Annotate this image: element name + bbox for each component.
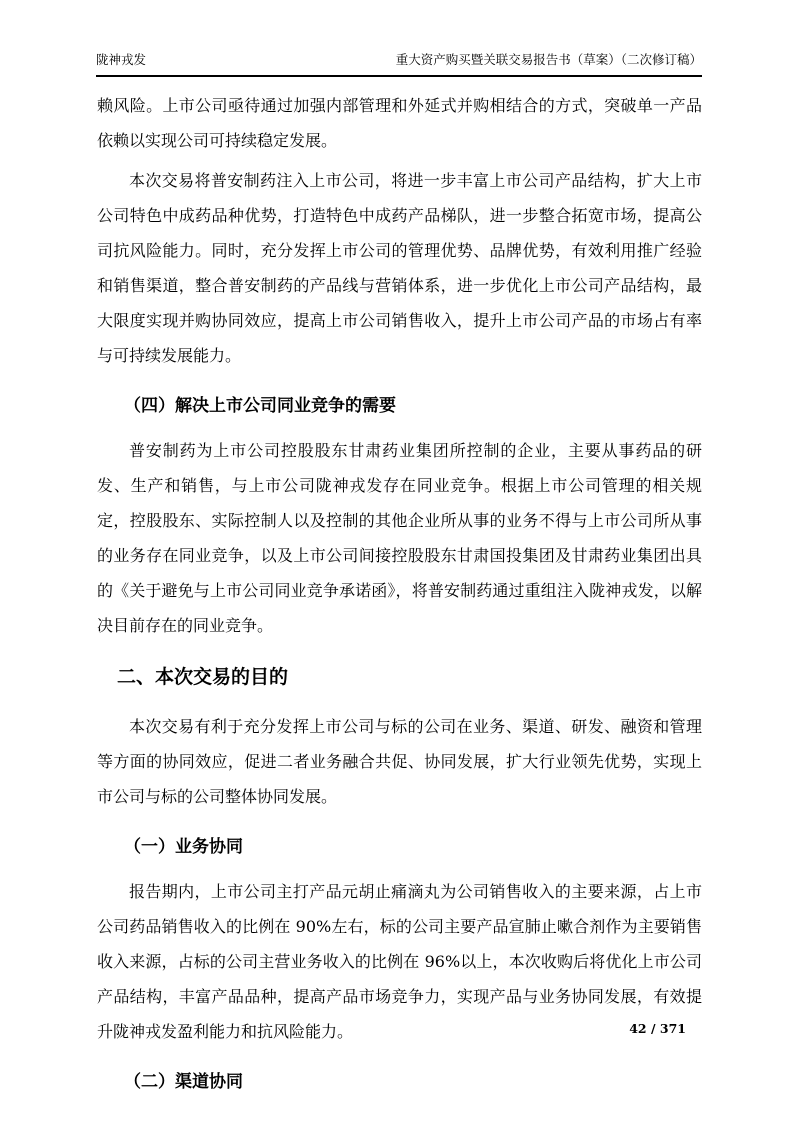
document-body (97, 88, 702, 1109)
paragraph: 普安制药为上市公司控股股东甘肃药业集团所控制的企业，主要从事药品的研发、生产和销售，与上市公司陇神戎发存在同业竞争。根据上市公司管理的相关规定，控股股东、实际控制人以及控制的其他企业所从事的业务不得与上市公司所从事的业务存在同业竞争，以及上市公司间接控股股东甘肃国投集团及甘肃药业集团出具的《关于避免与上市公司同业竞争承诺函》，将普安制药通过重组注入陇神戎发，以解决目前存在的同业竞争。 (97, 441, 702, 635)
section-heading: （一）业务协同 (124, 837, 243, 857)
paragraph: 报告期内，上市公司主打产品元胡止痛滴丸为公司销售收入的主要来源，占上市公司药品销售收入的比例在 90%左右，标的公司主要产品宣肺止嗽合剂作为主要销售收入来源，占标的公司主营业务收入的比例在 96%以上，本次收购后将优化上市公司产品结构，丰富产品品种，提高产品市场竞争力，实现产品与业务协同发展，有效提升陇神戎发盈利能力和抗风险能力。 (97, 882, 702, 1041)
page-footer (96, 1021, 702, 1036)
chapter-heading: 二、本次交易的目的 (117, 666, 289, 688)
page-header (96, 50, 702, 77)
header-report-title: 重大资产购买暨关联交易报告书（草案）（二次修订稿） (395, 52, 702, 67)
paragraph: 本次交易有利于充分发挥上市公司与标的公司在业务、渠道、研发、融资和管理等方面的协同效应，促进二者业务融合共促、协同发展，扩大行业领先优势，实现上市公司与标的公司整体协同发展。 (97, 717, 702, 806)
page-number: 42 / 371 (629, 1021, 686, 1036)
section-heading: （四）解决上市公司同业竞争的需要 (124, 396, 396, 416)
paragraph: 赖风险。上市公司亟待通过加强内部管理和外延式并购相结合的方式，突破单一产品依赖以实现公司可持续稳定发展。 (97, 96, 702, 150)
section-heading: （二）渠道协同 (124, 1072, 243, 1092)
paragraph: 本次交易将普安制药注入上市公司，将进一步丰富上市公司产品结构，扩大上市公司特色中成药品种优势，打造特色中成药产品梯队，进一步整合拓宽市场，提高公司抗风险能力。同时，充分发挥上市公司的管理优势、品牌优势，有效利用推广经验和销售渠道，整合普安制药的产品线与营销体系，进一步优化上市公司产品结构，最大限度实现并购协同效应，提高上市公司销售收入，提升上市公司产品的市场占有率与可持续发展能力。 (97, 171, 702, 365)
header-company-name: 陇神戎发 (96, 52, 147, 67)
